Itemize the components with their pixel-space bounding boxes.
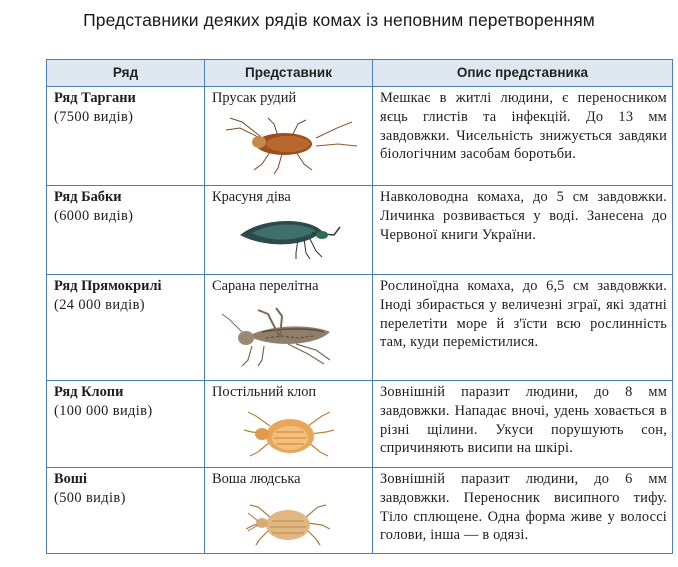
order-cell xyxy=(47,186,205,275)
species-count: (500 видів) xyxy=(54,489,126,506)
species-count: (100 000 видів) xyxy=(54,402,153,419)
description-cell: Навколоводна комаха, до 5 см завдовжки. Личинка розвивається у воді. Занесена до Червоної книги України. xyxy=(373,186,673,275)
table-header-row xyxy=(47,60,673,87)
representative-cell xyxy=(205,468,373,554)
order-name: Ряд Бабки xyxy=(54,189,122,205)
representative-cell xyxy=(205,87,373,186)
bedbug-icon xyxy=(212,408,362,460)
table-row xyxy=(47,381,673,468)
order-name: Ряд Клопи xyxy=(54,384,124,400)
order-cell xyxy=(47,381,205,468)
cockroach-icon xyxy=(212,114,362,176)
table-row xyxy=(47,186,673,275)
insect-orders-table xyxy=(46,59,673,554)
order-name: Ряд Таргани xyxy=(54,90,136,106)
representative-name: Воша людська xyxy=(212,471,301,487)
page-title: Представники деяких рядів комах із неповним перетворенням xyxy=(83,10,595,30)
order-cell xyxy=(47,275,205,381)
species-count: (7500 видів) xyxy=(54,108,134,125)
representative-cell xyxy=(205,381,373,468)
description-cell: Зовнішній паразит людини, до 8 мм завдовжки. Нападає вночі, удень ховається в різні щілини. Укуси порушують сон, спричиняють висипи на шкірі. xyxy=(373,381,673,468)
table-row xyxy=(47,275,673,381)
header-description: Опис представника xyxy=(373,60,673,87)
representative-name: Постільний клоп xyxy=(212,384,317,400)
representative-name: Красуня діва xyxy=(212,189,291,205)
description-cell: Рослиноїдна комаха, до 6,5 см завдовжки. Іноді збирається у величезні зграї, які здатні перелетіти море й з'їсти всю рослинність там, куди перемістилися. xyxy=(373,275,673,381)
representative-name: Прусак рудий xyxy=(212,90,297,106)
order-name: Воші xyxy=(54,471,87,487)
representative-cell xyxy=(205,186,373,275)
order-name: Ряд Прямокрилі xyxy=(54,278,162,294)
species-count: (6000 видів) xyxy=(54,207,134,224)
header-order: Ряд xyxy=(47,60,205,87)
species-count: (24 000 видів) xyxy=(54,296,145,313)
description-cell: Мешкає в житлі людини, є переносником яєць глистів та інфекцій. До 13 мм завдовжки. Чисельність знижується завдяки біологічним засобам боротьби. xyxy=(373,87,673,186)
damselfly-icon xyxy=(212,213,362,263)
header-representative: Представник xyxy=(205,60,373,87)
representative-cell xyxy=(205,275,373,381)
locust-icon xyxy=(212,302,362,372)
table-row xyxy=(47,468,673,554)
description-cell: Зовнішній паразит людини, до 6 мм завдовжки. Переносник висипного тифу. Тіло сплющене. Одна форма живе у волоссі голови, інша — в одязі. xyxy=(373,468,673,554)
table-row xyxy=(47,87,673,186)
representative-name: Сарана перелітна xyxy=(212,278,319,294)
order-cell xyxy=(47,87,205,186)
order-cell xyxy=(47,468,205,554)
louse-icon xyxy=(212,495,362,549)
